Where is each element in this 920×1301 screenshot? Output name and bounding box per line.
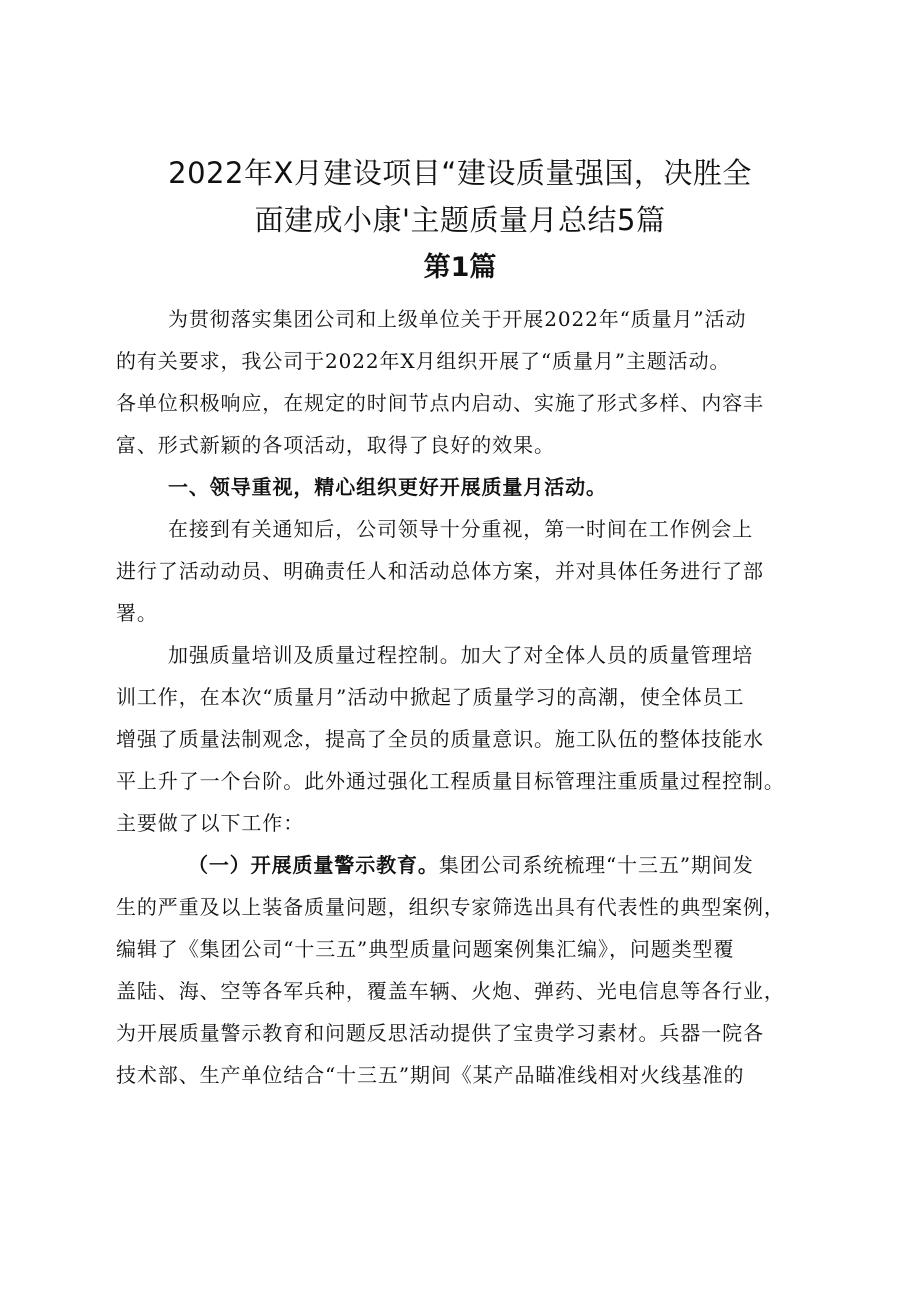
subsection-heading: （一）开展质量警示教育。: [188, 853, 439, 877]
section-heading-1: 一、领导重视，精心组织更好开展质量月活动。: [168, 475, 607, 499]
paragraph-line: 在接到有关通知后，公司领导十分重视，第一时间在工作例会上: [168, 517, 754, 541]
paragraph-line: 盖陆、海、空等各军兵种，覆盖车辆、火炮、弹药、光电信息等各行业，: [116, 979, 785, 1003]
paragraph-line: 署。: [116, 601, 158, 625]
paragraph-line: 增强了质量法制观念，提高了全员的质量意识。施工队伍的整体技能水: [116, 727, 764, 751]
paragraph-line: 编辑了《集团公司“十三五”典型质量问题案例集汇编》，问题类型覆: [116, 937, 735, 961]
section-title: 第1篇: [423, 252, 497, 283]
paragraph-line: 富、形式新颖的各项活动，取得了良好的效果。: [116, 433, 555, 457]
document-title: [110, 150, 810, 244]
title-line-2: 面建成小康'主题质量月总结5篇: [254, 203, 666, 237]
paragraph-line: 平上升了一个台阶。此外通过强化工程质量目标管理注重质量过程控制。: [116, 769, 785, 793]
paragraph-line: 主要做了以下工作：: [116, 811, 305, 835]
paragraph-line: 进行了活动动员、明确责任人和活动总体方案，并对具体任务进行了部: [116, 559, 764, 583]
paragraph-line: 加强质量培训及质量过程控制。加大了对全体人员的质量管理培: [168, 643, 754, 667]
paragraph-line: 技术部、生产单位结合“十三五”期间《某产品瞄准线相对火线基准的: [116, 1063, 745, 1087]
paragraph-line: 为贯彻落实集团公司和上级单位关于开展2022年“质量月”活动: [168, 307, 747, 331]
paragraph-line: 各单位积极响应，在规定的时间节点内启动、实施了形式多样、内容丰: [116, 391, 764, 415]
paragraph-line: 为开展质量警示教育和问题反思活动提供了宝贵学习素材。兵器一院各: [116, 1021, 764, 1045]
paragraph-text: 集团公司系统梳理“十三五”期间发: [438, 853, 754, 877]
paragraph-line: 生的严重及以上装备质量问题，组织专家筛选出具有代表性的典型案例，: [116, 895, 785, 919]
title-line-1: 2022年X月建设项目“建设质量强国，决胜全: [168, 156, 752, 190]
document-body: [116, 298, 820, 1096]
paragraph-line: 训工作，在本次“质量月”活动中掀起了质量学习的高潮，使全体员工: [116, 685, 745, 709]
paragraph-line: 的有关要求，我公司于2022年X月组织开展了“质量月”主题活动。: [116, 349, 731, 373]
paragraph-line: [116, 844, 820, 886]
